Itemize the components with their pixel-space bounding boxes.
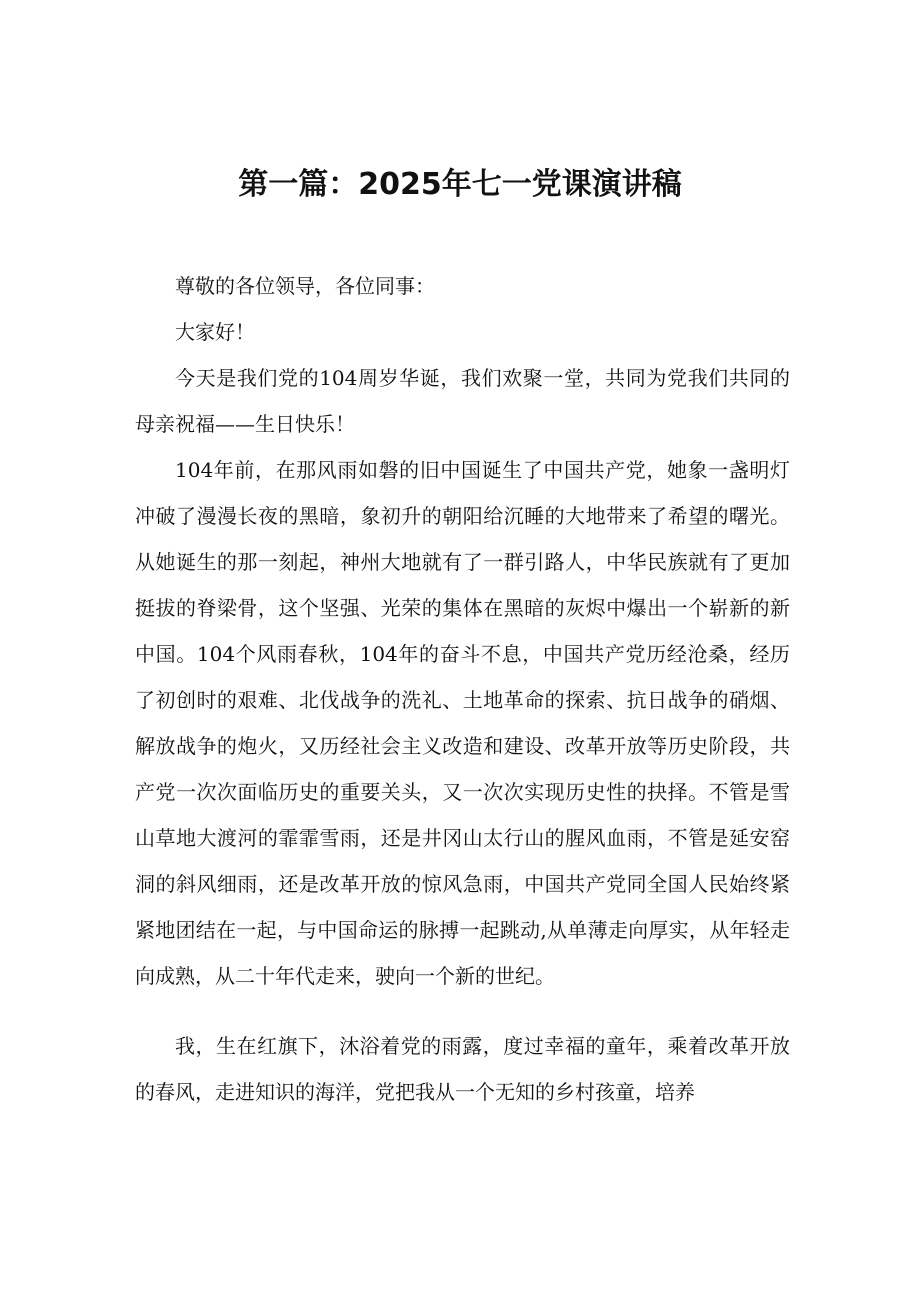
body-paragraph: 我，生在红旗下，沐浴着党的雨露，度过幸福的童年，乘着改革开放的春风，走进知识的海洋，党把我从一个无知的乡村孩童，培养 (135, 1034, 790, 1104)
body-paragraph: 104年前，在那风雨如磐的旧中国诞生了中国共产党，她象一盏明灯冲破了漫漫长夜的黑暗，象初升的朝阳给沉睡的大地带来了希望的曙光。从她诞生的那一刻起，神州大地就有了一群引路人，中华民族就有了更加挺拔的脊梁骨，这个坚强、光荣的集体在黑暗的灰烬中爆出一个崭新的新中国。104个风雨春秋，104年的奋斗不息，中国共产党历经沧桑，经历了初创时的艰难、北伐战争的洗礼、土地革命的探索、抗日战争的硝烟、解放战争的炮火，又历经社会主义改造和建设、改革开放等历史阶段，共产党一次次面临历史的重要关头，又一次次实现历史性的抉择。不管是雪山草地大渡河的霏霏雪雨，还是井冈山太行山的腥风血雨，不管是延安窑洞的斜风细雨，还是改革开放的惊风急雨，中国共产党同全国人民始终紧紧地团结在一起，与中国命运的脉搏一起跳动,从单薄走向厚实，从年轻走向成熟，从二十年代走来，驶向一个新的世纪。 (135, 458, 790, 988)
document-body (135, 263, 790, 1115)
salutation-paragraph: 尊敬的各位领导，各位同事： (175, 274, 435, 298)
document-title: 第一篇：2025年七一党课演讲稿 (238, 167, 682, 202)
body-paragraph: 今天是我们党的104周岁华诞，我们欢聚一堂，共同为党我们共同的母亲祝福——生日快乐！ (135, 366, 790, 436)
greeting-paragraph: 大家好！ (175, 320, 255, 344)
